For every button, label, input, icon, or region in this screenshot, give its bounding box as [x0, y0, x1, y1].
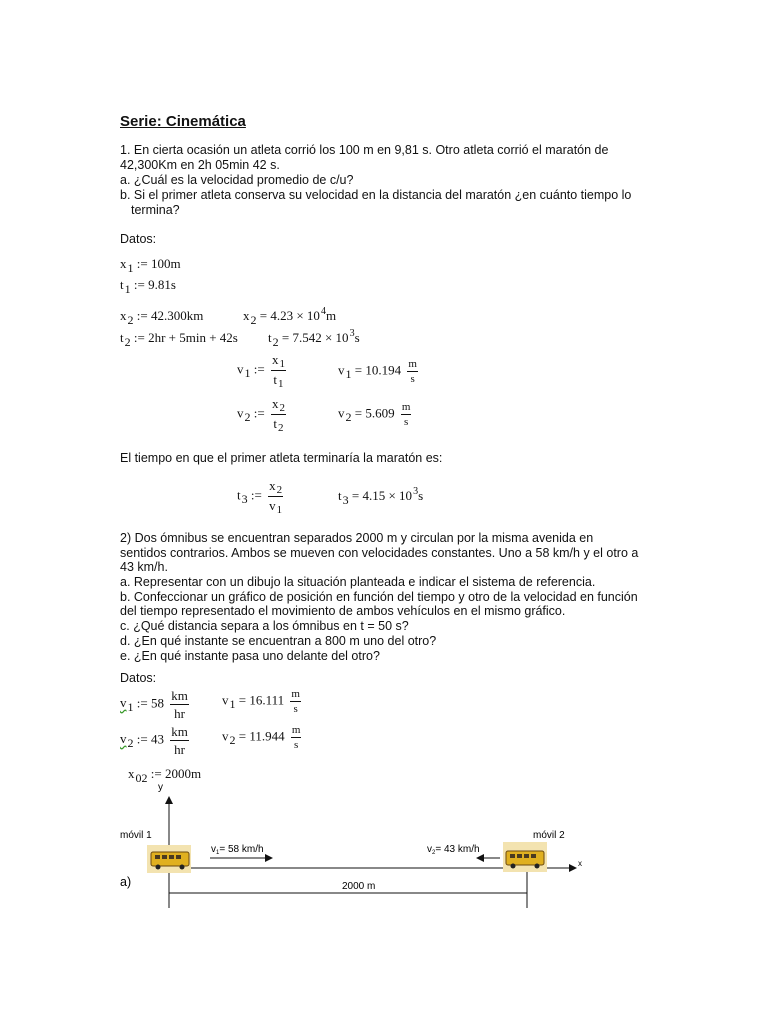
eq-t3-result: $t3 = 4.15 \times 10^3s$ [338, 486, 424, 507]
eq-t2-result: $t2 = 7.542 \times 10^3s$ [268, 328, 360, 349]
eq-bus-v1-result: v1 = 16.111 $\frac{m}{s}$ [222, 688, 300, 715]
eq-v1-result: v1 = 10.194 $\frac{m}{s}$ [338, 358, 417, 385]
eq-t1: t1 := 9.81s [120, 277, 176, 296]
eq-x2-result: $x2 = 4.23 \times 10^4m$ [243, 306, 337, 327]
x-axis-label: x [578, 859, 582, 868]
bus-2-icon [503, 842, 547, 872]
problem-2-line-8: d. ¿En qué instante se encuentran a 800 m uno del otro? [120, 634, 437, 648]
datos-label-1: Datos: [120, 232, 157, 246]
problem-2-line-9: e. ¿En qué instante pasa uno delante del otro? [120, 649, 380, 663]
v2-label: $v_2= 43$ km/h [427, 844, 480, 856]
problem-2-line-4: a. Representar con un dibujo la situación planteada e indicar el sistema de referencia. [120, 575, 596, 589]
eq-bus-v2-result: v2 = 11.944 $\frac{m}{s}$ [222, 724, 301, 751]
bus-1-icon [147, 845, 191, 873]
page-title: Serie: Cinemática [120, 113, 246, 130]
eq-x02: x02 := 2000m [128, 766, 202, 785]
datos-label-2: Datos: [120, 671, 157, 685]
eq-x2: x2 := 42.300km [120, 308, 204, 327]
problem-1-line-1: 1. En cierta ocasión un atleta corrió los 100 m en 9,81 s. Otro atleta corrió el maratón de [120, 143, 609, 157]
problem-1-line-3: a. ¿Cuál es la velocidad promedio de c/u? [120, 173, 354, 187]
eq-t2: t2 := 2hr + 5min + 42s [120, 330, 238, 349]
eq-bus-v1: v1 := 58 $\frac{km}{hr}$ [120, 688, 188, 721]
eq-v2-result: v2 = 5.609 $\frac{m}{s}$ [338, 401, 411, 428]
problem-1-line-4: b. Si el primer atleta conserva su velocidad en la distancia del maratón ¿en cuánto tiempo lo [120, 188, 632, 202]
tiempo-sentence: El tiempo en que el primer atleta terminaría la maratón es: [120, 451, 443, 465]
eq-x1: x1 := 100m [120, 256, 181, 275]
problem-2-line-6: del tiempo representado el movimiento de ambos vehículos en el mismo gráfico. [120, 604, 566, 618]
eq-v2: v2 := $\frac{x_2}{t_2}$ [237, 396, 285, 434]
eq-t3: t3 := $\frac{x_2}{v_1}$ [237, 478, 283, 516]
problem-2-line-3: 43 km/h. [120, 560, 168, 574]
eq-bus-v2: v2 := 43 $\frac{km}{hr}$ [120, 724, 188, 757]
movil-1-label: móvil 1 [120, 830, 152, 841]
y-axis-label: y [158, 782, 163, 793]
problem-1-line-5: termina? [131, 203, 180, 217]
problem-2-line-2: sentidos contrarios. Ambos se mueven con velocidades constantes. Uno a 58 km/h y el otro a [120, 546, 639, 560]
problem-1-line-2: 42,300Km en 2h 05min 42 s. [120, 158, 280, 172]
problem-2-line-7: c. ¿Qué distancia separa a los ómnibus en t = 50 s? [120, 619, 409, 633]
eq-v1: v1 := $\frac{x_1}{t_1}$ [237, 352, 285, 390]
movil-2-label: móvil 2 [533, 830, 565, 841]
problem-2-line-5: b. Confeccionar un gráfico de posición en función del tiempo y otro de la velocidad en función [120, 590, 638, 604]
v1-label: $v_1= 58$ km/h [211, 844, 264, 856]
part-a-label: a) [120, 875, 132, 889]
problem-2-line-1: 2) Dos ómnibus se encuentran separados 2000 m y circulan por la misma avenida en [120, 531, 594, 545]
distance-label: 2000 m [342, 881, 376, 892]
